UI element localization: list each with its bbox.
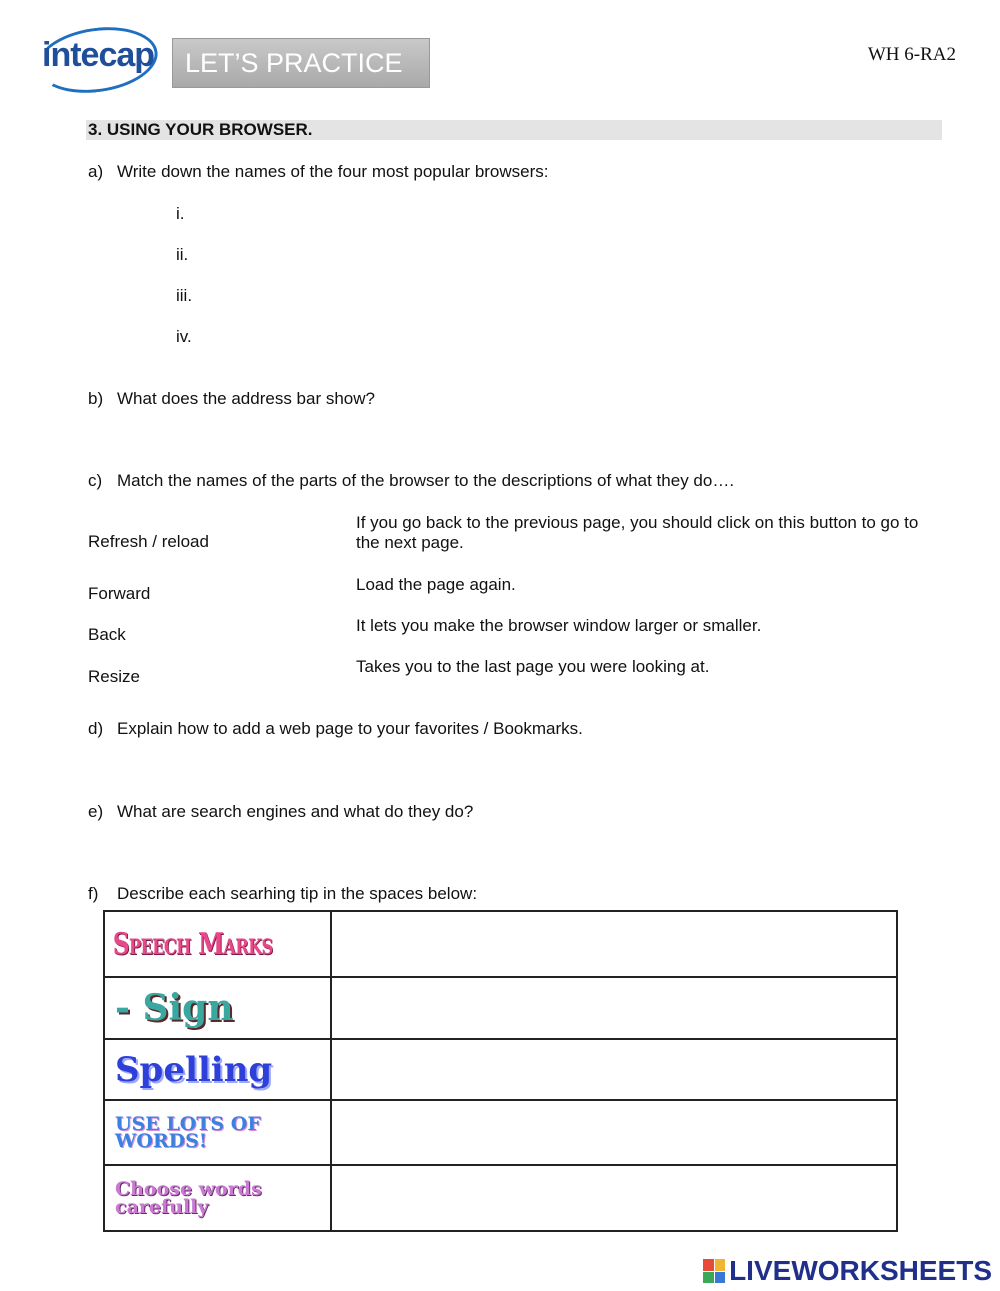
- match-description-2: Load the page again.: [356, 575, 516, 594]
- section-title: 3. USING YOUR BROWSER.: [88, 120, 313, 139]
- answer-a-2-label: ii.: [176, 245, 189, 264]
- match-name-forward: Forward: [88, 584, 151, 603]
- tip-image-cell: [104, 1165, 331, 1231]
- match-description-3: It lets you make the browser window larger or smaller.: [356, 616, 762, 635]
- match-name-back: Back: [88, 625, 126, 644]
- banner-title: LET’S PRACTICE: [185, 47, 403, 78]
- tip-answer-choose-words-carefully[interactable]: [331, 1165, 897, 1231]
- question-d-letter: d): [88, 719, 104, 738]
- tip-row: [104, 977, 897, 1039]
- tip-row: [104, 1100, 897, 1165]
- question-d-text: Explain how to add a web page to your favorites / Bookmarks.: [117, 719, 583, 738]
- tip-answer-speech-marks[interactable]: [331, 911, 897, 977]
- tip-speech-marks-label: Speech Marks: [112, 926, 273, 962]
- tip-image-cell: [104, 1039, 331, 1100]
- logo: intecap: [42, 36, 155, 74]
- tip-choose-words-carefully-label: Choose words carefully: [115, 1178, 262, 1218]
- question-b-text: What does the address bar show?: [117, 389, 375, 408]
- tip-image-cell: [104, 977, 331, 1039]
- answer-a-1-label: i.: [176, 204, 185, 223]
- worksheet-code: WH 6-RA2: [867, 44, 956, 65]
- tip-answer-use-lots-of-words[interactable]: [331, 1100, 897, 1165]
- question-a-text: Write down the names of the four most popular browsers:: [117, 162, 549, 181]
- question-f-letter: f): [88, 884, 99, 903]
- tip-answer-spelling[interactable]: [331, 1039, 897, 1100]
- question-f-text: Describe each searhing tip in the spaces below:: [117, 884, 478, 903]
- tip-use-lots-of-words-label: USE LOTS OF WORDS!: [115, 1112, 261, 1152]
- tip-image-cell: [104, 911, 331, 977]
- question-e-letter: e): [88, 802, 104, 821]
- match-name-refresh: Refresh / reload: [88, 532, 209, 551]
- liveworksheets-logo-icon: [703, 1259, 725, 1283]
- question-c-letter: c): [88, 471, 103, 490]
- question-b-letter: b): [88, 389, 104, 408]
- tip-row: [104, 1165, 897, 1231]
- tip-image-cell: [104, 1100, 331, 1165]
- match-name-resize: Resize: [88, 667, 140, 686]
- banner: [172, 38, 430, 88]
- tip-spelling-label: Spelling: [115, 1049, 273, 1090]
- tip-minus-sign-label: - Sign: [115, 987, 234, 1029]
- search-tips-table: [103, 910, 898, 1232]
- answer-a-3-label: iii.: [176, 286, 193, 305]
- match-description-1: If you go back to the previous page, you should click on this button to go to the next page.: [356, 513, 919, 552]
- match-description-4: Takes you to the last page you were looking at.: [356, 657, 710, 676]
- footer-brand: [703, 1255, 992, 1287]
- question-a-letter: a): [88, 162, 104, 181]
- answer-a-4-label: iv.: [176, 327, 192, 346]
- question-c-text: Match the names of the parts of the browser to the descriptions of what they do….: [117, 471, 735, 490]
- footer-brand-text: LIVEWORKSHEETS: [729, 1255, 992, 1286]
- tip-row: [104, 1039, 897, 1100]
- tip-row: [104, 911, 897, 977]
- question-e-text: What are search engines and what do they do?: [117, 802, 474, 821]
- tip-answer-minus-sign[interactable]: [331, 977, 897, 1039]
